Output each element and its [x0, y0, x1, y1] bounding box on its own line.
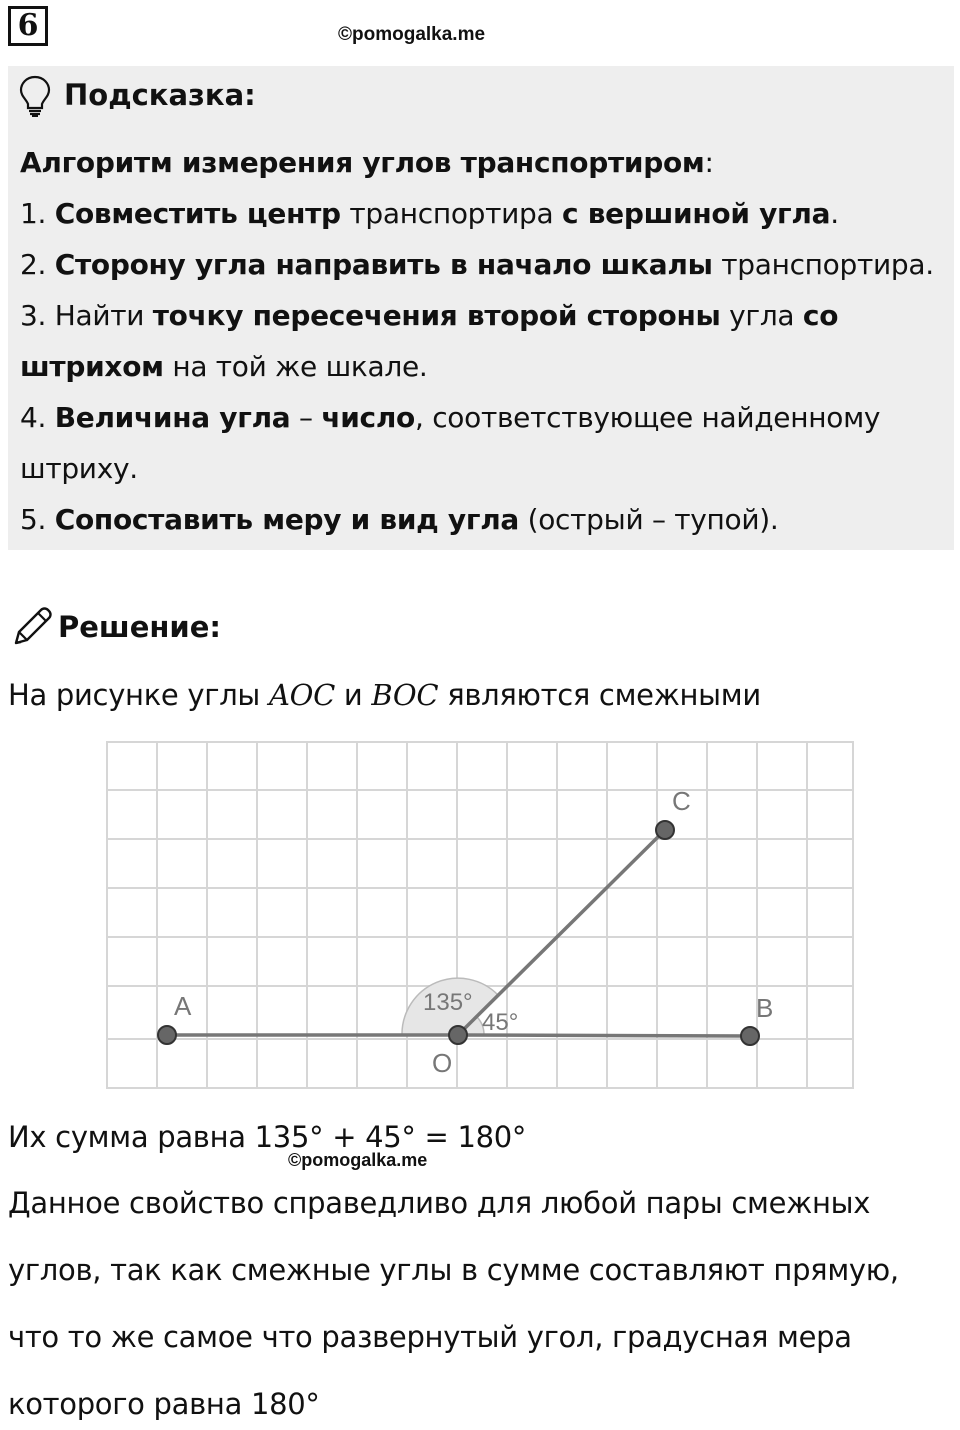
hint-step-5: 5. Сопоставить меру и вид угла (острый – тупой). [20, 503, 779, 536]
sum-line: Их сумма равна 135° + 45° = 180° [8, 1120, 527, 1154]
lightbulb-icon [18, 74, 52, 118]
paragraph-line-2: углов, так как смежные углы в сумме составляют прямую, [8, 1253, 899, 1287]
solution-line-1: На рисунке углы AOC и BOC являются смежными [8, 678, 761, 712]
ray-oc [458, 830, 665, 1035]
label-c: C [672, 786, 691, 816]
paragraph-line-3: что то же самое что развернутый угол, градусная мера [8, 1320, 852, 1354]
watermark-middle: ©pomogalka.me [288, 1150, 428, 1170]
angle-aoc-name: AOC [268, 678, 335, 712]
label-angle-boc: 45° [482, 1009, 519, 1036]
hint-heading: Алгоритм измерения углов транспортиром: [20, 146, 714, 179]
pencil-icon [10, 605, 54, 649]
label-o: O [432, 1048, 453, 1078]
label-angle-aoc: 135° [423, 989, 473, 1016]
hint-title: Подсказка: [64, 78, 256, 112]
hint-step-2: 2. Сторону угла направить в начало шкалы транспортира. [20, 248, 934, 281]
hint-step-1: 1. Совместить центр транспортира с вершиной угла. [20, 197, 839, 230]
angles-figure [100, 736, 860, 1094]
label-b: B [756, 993, 774, 1023]
solution-title: Решение: [58, 610, 222, 644]
hint-step-4: 4. Величина угла – число, соответствующее найденному [20, 401, 881, 434]
point-c [656, 821, 674, 839]
point-a [158, 1026, 176, 1044]
paragraph-line-1: Данное свойство справедливо для любой пары смежных [8, 1186, 871, 1220]
angle-boc-name: BOC [371, 678, 439, 712]
hint-step-3-cont: штрихом на той же шкале. [20, 350, 428, 383]
point-b [741, 1027, 759, 1045]
hint-step-3: 3. Найти точку пересечения второй стороны угла со [20, 299, 839, 332]
point-o [449, 1026, 467, 1044]
task-number: 6 [8, 6, 48, 46]
watermark-top: ©pomogalka.me [338, 24, 486, 45]
hint-step-4-cont: штриху. [20, 452, 138, 485]
paragraph-line-4: которого равна 180° [8, 1387, 320, 1421]
label-a: A [174, 991, 192, 1021]
